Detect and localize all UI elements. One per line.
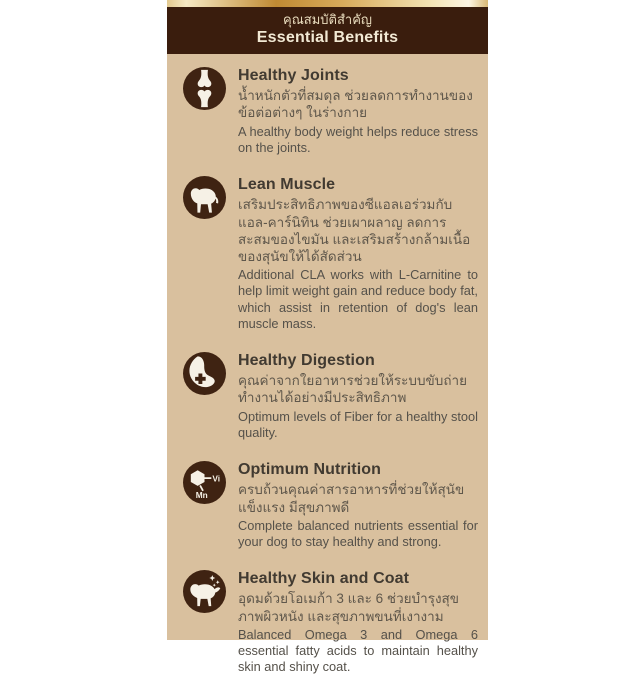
- gold-accent-strip: [167, 0, 488, 7]
- section-healthy-digestion: [183, 352, 478, 441]
- benefits-panel: [167, 0, 488, 675]
- vitamin-molecule-icon: [183, 461, 226, 504]
- section-text: [238, 67, 478, 156]
- benefit-sections: [167, 54, 488, 675]
- section-healthy-joints: [183, 67, 478, 156]
- section-desc-english: Optimum levels of Fiber for a healthy stool quality.: [238, 408, 478, 440]
- section-text: [238, 461, 478, 550]
- dog-sparkle-icon: [183, 570, 226, 613]
- section-title: Optimum Nutrition: [238, 460, 382, 478]
- section-desc-english: A healthy body weight helps reduce stress on the joints.: [238, 123, 478, 155]
- panel-header: [167, 7, 488, 54]
- header-title-english: Essential Benefits: [256, 28, 399, 46]
- section-desc-thai: คุณค่าจากใยอาหารช่วยให้ระบบขับถ่ายทำงานได้อย่างมีประสิทธิภาพ: [238, 373, 467, 406]
- section-text: [238, 176, 478, 332]
- section-lean-muscle: [183, 176, 478, 332]
- dog-silhouette-icon: [183, 176, 226, 219]
- section-desc-thai: ครบถ้วนคุณค่าสารอาหารที่ช่วยให้สุนัขแข็งแรง มีสุขภาพดี: [238, 482, 465, 515]
- section-desc-thai: อุดมด้วยโอเมก้า 3 และ 6 ช่วยบำรุงสุขภาพผิวหนัง และสุขภาพขนที่เงางาม: [238, 591, 460, 624]
- section-title: Healthy Digestion: [238, 351, 375, 369]
- section-desc-thai: น้ำหนักตัวที่สมดุล ช่วยลดการทำงานของข้อต่อต่างๆ ในร่างกาย: [238, 88, 473, 121]
- section-text: [238, 352, 478, 441]
- section-text: [238, 570, 478, 675]
- section-title: Healthy Joints: [238, 66, 349, 84]
- mineral-label: Mn: [195, 490, 208, 501]
- section-desc-english: Additional CLA works with L-Carnitine to help limit weight gain and reduce body fat, which assist in retention of dog's lean muscle mass.: [238, 267, 478, 331]
- section-optimum-nutrition: [183, 461, 478, 550]
- section-desc-thai: เสริมประสิทธิภาพของซีแอลเอร่วมกับแอล-คาร์นิทิน ช่วยเผาผลาญ ลดการสะสมของไขมัน และเสริมสร้างกล้ามเนื้อของสุนัขให้ได้สัดส่วน: [238, 197, 471, 265]
- vitamin-label: Vi: [212, 473, 221, 484]
- section-desc-english: Balanced Omega 3 and Omega 6 essential fatty acids to maintain healthy skin and shiny coat.: [238, 627, 478, 675]
- joint-icon: [183, 67, 226, 110]
- section-desc-english: Complete balanced nutrients essential for your dog to stay healthy and strong.: [238, 517, 478, 549]
- section-title: Healthy Skin and Coat: [238, 570, 410, 588]
- stomach-plus-icon: [183, 352, 226, 395]
- section-title: Lean Muscle: [238, 175, 336, 193]
- section-healthy-skin-coat: [183, 570, 478, 675]
- header-title-thai: คุณสมบัติสำคัญ: [283, 12, 372, 27]
